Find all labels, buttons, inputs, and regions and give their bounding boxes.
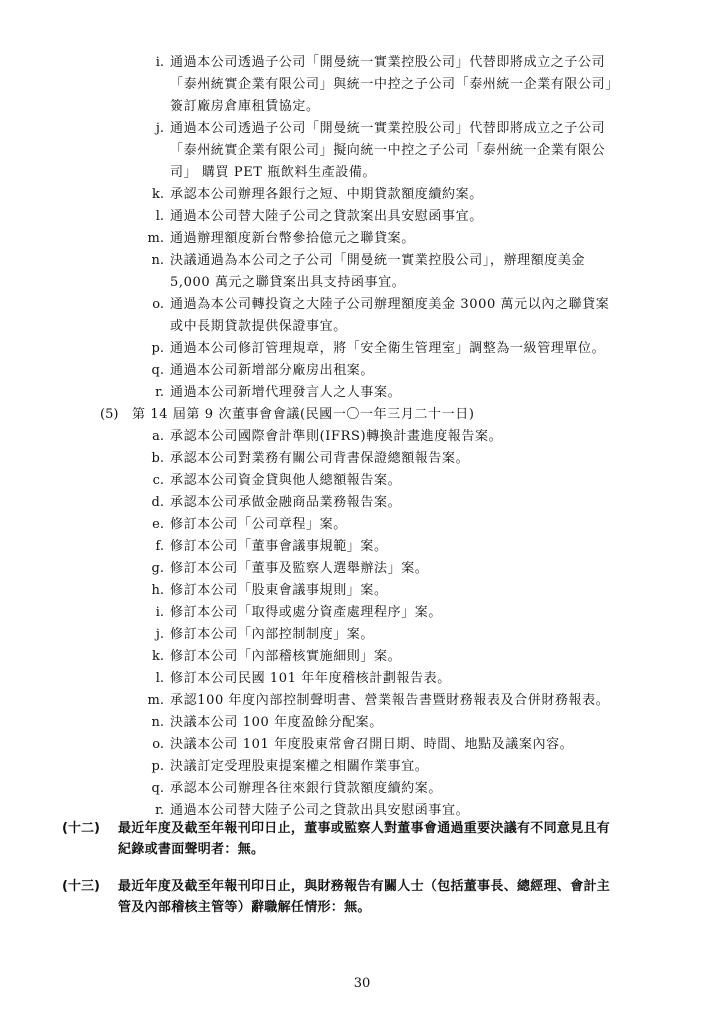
- list-item-text: 修訂本公司「董事及監察人選舉辦法」案。: [170, 561, 429, 576]
- list-item-text: 修訂本公司「公司章程」案。: [170, 517, 347, 532]
- list-item-text: 通過本公司替大陸子公司之貸款出具安慰函事宜。: [170, 803, 470, 818]
- list-item-label: a.: [152, 429, 164, 444]
- list-item-label: l.: [155, 671, 164, 686]
- list-item-label: o.: [152, 737, 164, 752]
- list-item: [0, 690, 724, 712]
- section-12-line2: 紀錄或書面聲明者：無。: [118, 842, 265, 857]
- list-item: [0, 778, 724, 800]
- list-item: [0, 360, 724, 382]
- list-item: [0, 536, 724, 558]
- list-item: [0, 294, 724, 316]
- list-item-text: 或中長期貸款提供保證事宜。: [170, 319, 347, 334]
- list-item-label: k.: [151, 187, 164, 202]
- list-item: [0, 382, 724, 404]
- list-item-label: r.: [155, 385, 164, 400]
- section-5-header: [0, 404, 724, 426]
- list-item: [0, 492, 724, 514]
- list-item-label: k.: [151, 649, 164, 664]
- list-item-continuation: [0, 316, 724, 338]
- board-resolutions-list: [0, 52, 724, 822]
- list-item-label: g.: [151, 561, 164, 576]
- list-item-label: n.: [151, 253, 164, 268]
- list-item-label: f.: [155, 539, 164, 554]
- section-13-label: (十三): [62, 879, 100, 894]
- list-item-label: i.: [155, 55, 164, 70]
- list-item-continuation: [0, 272, 724, 294]
- list-item-text: 承認本公司辦理各銀行之短、中期貸款額度續約案。: [170, 187, 483, 202]
- list-item-label: d.: [151, 495, 164, 510]
- list-item: [0, 646, 724, 668]
- list-item-text: 修訂本公司「內部稽核實施細則」案。: [170, 649, 402, 664]
- list-item-label: q.: [151, 363, 164, 378]
- list-item-text: 通過本公司替大陸子公司之貸款案出具安慰函事宜。: [170, 209, 483, 224]
- list-item-text: 承認100 年度內部控制聲明書、營業報告書暨財務報表及合併財務報表。: [170, 693, 610, 708]
- list-item-label: n.: [151, 715, 164, 730]
- list-item-text: 修訂本公司「董事會議事規範」案。: [170, 539, 388, 554]
- list-item-label: m.: [147, 693, 164, 708]
- list-item: [0, 514, 724, 536]
- list-item-label: j.: [155, 627, 164, 642]
- list-item-text: 承認本公司資金貸與他人總額報告案。: [170, 473, 402, 488]
- page-number: 30: [353, 976, 371, 991]
- list-item-text: 「泰州統實企業有限公司」擬向統一中控之子公司「泰州統一企業有限公: [170, 143, 606, 158]
- list-item: [0, 558, 724, 580]
- list-item-label: l.: [155, 209, 164, 224]
- list-item-label: q.: [151, 781, 164, 796]
- list-item-label: o.: [152, 297, 164, 312]
- list-item-label: p.: [151, 341, 164, 356]
- list-item: [0, 338, 724, 360]
- list-item-text: 承認本公司承做金融商品業務報告案。: [170, 495, 402, 510]
- list-item-text: 5,000 萬元之聯貸案出具支持函事宜。: [170, 275, 406, 290]
- section-12-label: (十二): [62, 821, 100, 836]
- list-item-text: 簽訂廠房倉庫租賃協定。: [170, 99, 320, 114]
- list-item-text: 決議通過為本公司之子公司「開曼統一實業控股公司」，辦理額度美金: [170, 253, 586, 268]
- list-item-text: 通過本公司新增部分廠房出租案。: [170, 363, 375, 378]
- list-item-text: 通過本公司透過子公司「開曼統一實業控股公司」代替即將成立之子公司: [170, 121, 606, 136]
- section-5-label: (5): [100, 407, 119, 422]
- list-item-text: 通過辦理額度新台幣參拾億元之聯貸案。: [170, 231, 415, 246]
- list-item: [0, 470, 724, 492]
- list-item-text: 承認本公司辦理各往來銀行貸款額度續約案。: [170, 781, 443, 796]
- list-item: [0, 426, 724, 448]
- list-item: [0, 624, 724, 646]
- list-item-continuation: [0, 162, 724, 184]
- list-item-text: 通過為本公司轉投資之大陸子公司辦理額度美金 3000 萬元以內之聯貸案: [170, 297, 610, 312]
- list-item: [0, 712, 724, 734]
- list-item: [0, 668, 724, 690]
- list-item: [0, 734, 724, 756]
- list-item: [0, 206, 724, 228]
- section-13-line2: 管及內部稽核主管等）辭職解任情形：無。: [118, 900, 371, 915]
- list-item-text: 通過本公司新增代理發言人之人事案。: [170, 385, 402, 400]
- list-item-label: h.: [151, 583, 164, 598]
- list-item-text: 通過本公司修訂管理規章，將「安全衛生管理室」調整為一級管理單位。: [170, 341, 606, 356]
- list-item-text: 決議訂定受理股東提案權之相關作業事宜。: [170, 759, 429, 774]
- section-12-line1: 最近年度及截至年報刊印日止，董事或監察人對董事會通過重要決議有不同意見且有: [118, 821, 611, 836]
- list-item-continuation: [0, 140, 724, 162]
- list-item-label: r.: [155, 803, 164, 818]
- list-item-label: p.: [151, 759, 164, 774]
- list-item-label: i.: [155, 605, 164, 620]
- list-item-label: b.: [151, 451, 164, 466]
- section-5-title: 第 14 屆第 9 次董事會會議(民國一〇一年三月二十一日): [132, 407, 475, 422]
- list-item: [0, 118, 724, 140]
- list-item-text: 修訂本公司民國 101 年年度稽核計劃報告表。: [170, 671, 451, 686]
- list-item-text: 決議本公司 100 年度盈餘分配案。: [170, 715, 383, 730]
- list-item: [0, 250, 724, 272]
- list-item-label: e.: [152, 517, 164, 532]
- list-item-text: 「泰州統實企業有限公司」與統一中控之子公司「泰州統一企業有限公司」: [170, 77, 619, 92]
- list-item-label: m.: [147, 231, 164, 246]
- list-item-label: j.: [155, 121, 164, 136]
- list-item-text: 修訂本公司「取得或處分資產處理程序」案。: [170, 605, 443, 620]
- section-13-line1: 最近年度及截至年報刊印日止，與財務報告有關人士（包括董事長、總經理、會計主: [118, 879, 611, 894]
- list-item-text: 修訂本公司「內部控制制度」案。: [170, 627, 375, 642]
- list-item: [0, 602, 724, 624]
- list-item-text: 承認本公司對業務有關公司背書保證總額報告案。: [170, 451, 470, 466]
- list-item-text: 承認本公司國際會計準則(IFRS)轉換計畫進度報告案。: [170, 429, 503, 444]
- list-item-text: 司」 購買 PET 瓶飲料生產設備。: [170, 165, 377, 180]
- list-item: [0, 756, 724, 778]
- list-item-text: 通過本公司透過子公司「開曼統一實業控股公司」代替即將成立之子公司: [170, 55, 606, 70]
- list-item-text: 決議本公司 101 年度股東常會召開日期、時間、地點及議案內容。: [170, 737, 574, 752]
- list-item: [0, 184, 724, 206]
- list-item-continuation: [0, 96, 724, 118]
- list-item-continuation: [0, 74, 724, 96]
- list-item: [0, 52, 724, 74]
- list-item-label: c.: [152, 473, 164, 488]
- list-item: [0, 580, 724, 602]
- list-item: [0, 228, 724, 250]
- list-item: [0, 448, 724, 470]
- list-item-text: 修訂本公司「股東會議事規則」案。: [170, 583, 388, 598]
